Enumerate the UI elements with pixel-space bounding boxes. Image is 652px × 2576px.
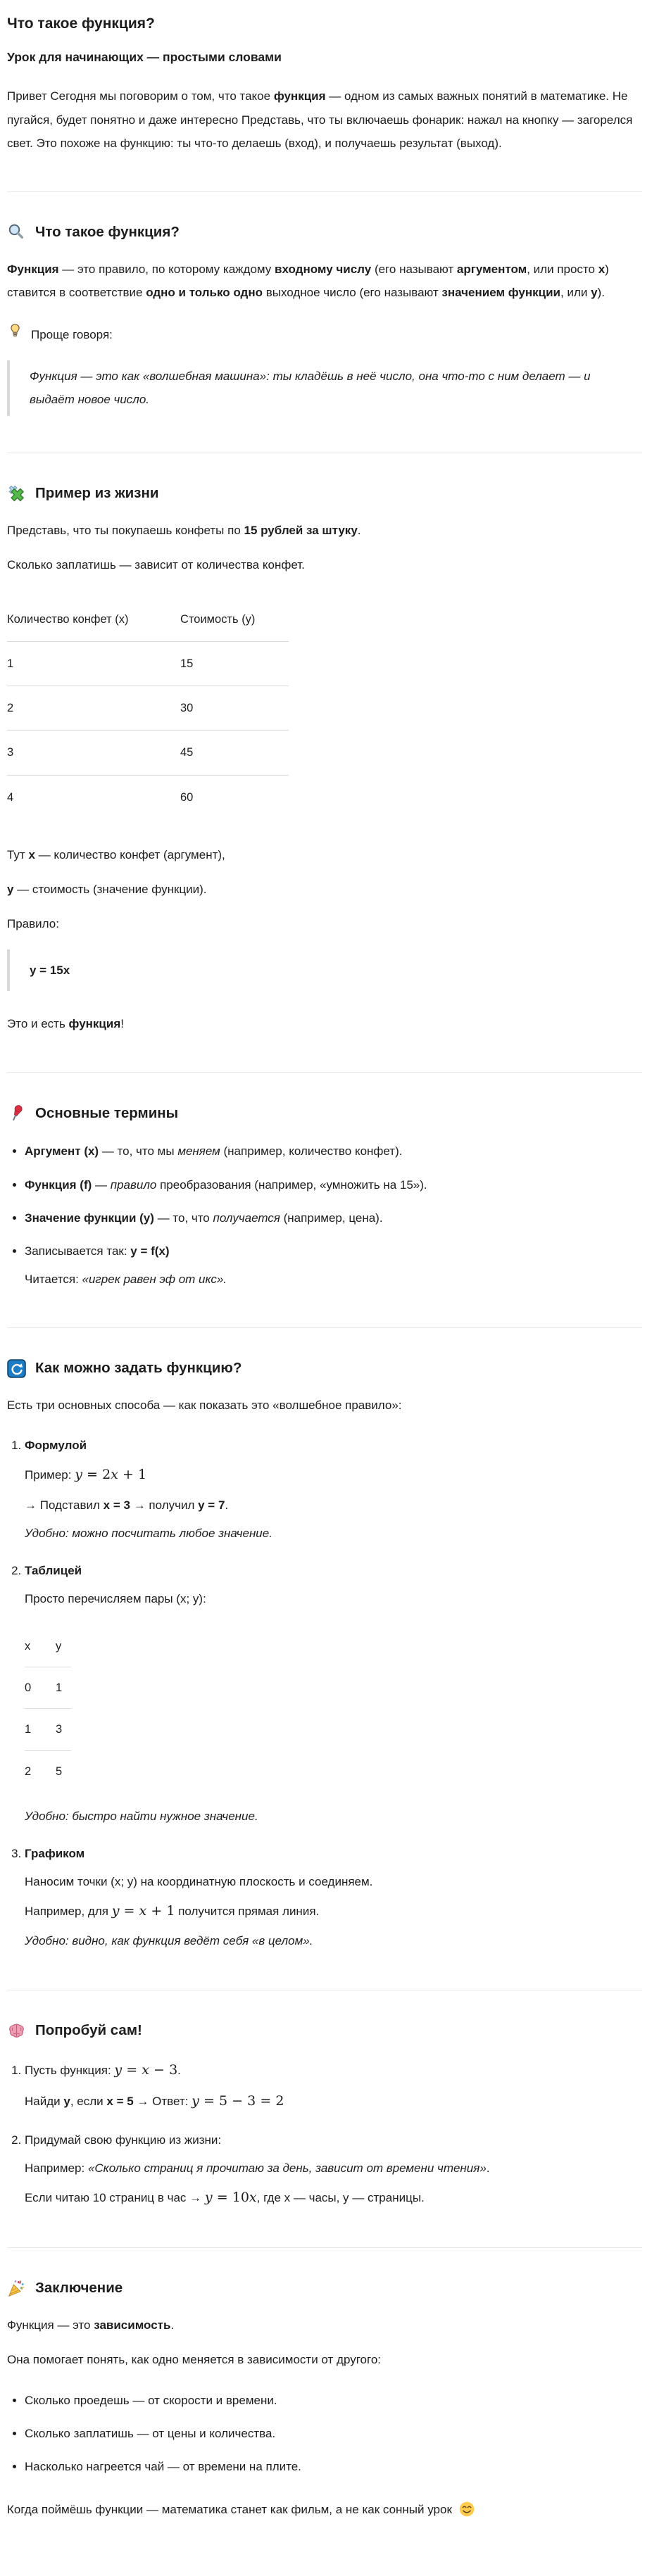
section-heading-try — [7, 2021, 642, 2040]
list-item: • Сколько проедешь — от скорости и времени. — [25, 2389, 642, 2412]
way-line: Например, для y = x + 1 получится прямая линия. — [25, 1903, 320, 1919]
page-title: Что такое функция? — [7, 15, 155, 32]
list-item: • Значение функции (y) — то, что получается (например, цена). — [25, 1206, 642, 1230]
way-note: Удобно: можно посчитать любое значение. — [25, 1526, 272, 1540]
cell-y: 1 — [56, 1667, 71, 1709]
section-heading-example — [7, 484, 642, 503]
way-line: Наносим точки (x; y) на координатную плоскость и соединяем. — [25, 1875, 373, 1889]
simply-put-line — [7, 322, 642, 346]
cell-x: 2 — [25, 1764, 32, 1778]
list-item: • Функция (f) — правило преобразования (например, «умножить на 15»). — [25, 1173, 642, 1197]
table-header-row — [7, 598, 289, 642]
intro-paragraph: Привет Сегодня мы поговорим о том, что такое функция — одном из самых важных понятий в математике. Не пугайся, будет понятно и даже интересно Представь, что ты включаешь фонарик: нажал на кнопку — загорелся свет. Это похоже на функцию: ты что-то делаешь (вход), и получаешь результат (выход). — [7, 89, 633, 150]
example-paragraph: Это и есть функция! — [7, 1017, 124, 1031]
cell-y: 5 — [56, 1764, 63, 1778]
column-header: Количество конфет (x) — [7, 598, 180, 642]
example-paragraph: Тут x — количество конфет (аргумент), — [7, 847, 225, 861]
section-divider — [7, 2247, 642, 2248]
closing-line: Когда поймёшь функции — математика станет как фильм, а не как сонный урок — [7, 2498, 642, 2525]
reading-line: Читается: «игрек равен эф от икс». — [25, 1273, 227, 1286]
conclusion-paragraph: Она помогает понять, как одно меняется в зависимости от другого: — [7, 2353, 381, 2367]
section-divider — [7, 191, 642, 192]
party-popper-icon — [7, 2279, 26, 2298]
section-divider — [7, 1072, 642, 1073]
cell-y: 15 — [180, 642, 289, 686]
brain-icon — [7, 2021, 26, 2040]
column-header: x — [25, 1626, 56, 1667]
way-line: Просто перечисляем пары (x; y): — [25, 1591, 206, 1605]
list-item-task1 — [25, 2057, 642, 2114]
section-heading-text: Как можно задать функцию? — [35, 1360, 242, 1377]
way-line: → Подставил x = 3 → получил y = 7. — [25, 1498, 229, 1512]
example-paragraph: Сколько заплатишь — зависит от количества конфет. — [7, 557, 305, 572]
example-paragraph: y — стоимость (значение функции). — [7, 882, 207, 896]
table-row — [7, 731, 289, 775]
conclusion-list — [7, 2389, 642, 2478]
rule-formula: y = 15x — [30, 964, 70, 978]
table-header-row — [25, 1626, 71, 1667]
cell-x: 0 — [25, 1667, 56, 1709]
conclusion-paragraph: Функция — это зависимость. — [7, 2318, 175, 2332]
table-row — [25, 1667, 71, 1709]
way-term: 2. Таблицей — [25, 1563, 82, 1577]
cell-y: 30 — [180, 686, 289, 731]
section-heading-ways — [7, 1359, 642, 1378]
green-cross-icon — [7, 484, 26, 503]
ways-lead: Есть три основных способа — как показать это «волшебное правило»: — [7, 1399, 402, 1413]
task-line: 2. Придумай свою функцию из жизни: — [25, 2133, 222, 2147]
way-line: Пример: y = 2x + 1 — [25, 1467, 147, 1483]
column-header: Стоимость (y) — [180, 598, 289, 642]
section-heading-conclusion — [7, 2279, 642, 2298]
list-item — [25, 1239, 642, 1291]
cell-x: 1 — [7, 642, 180, 686]
section-heading-definition — [7, 223, 642, 242]
pushpin-icon — [7, 1104, 26, 1123]
example-paragraph: Представь, что ты покупаешь конфеты по 15 рублей за штуку. — [7, 523, 361, 537]
candy-price-table — [7, 598, 289, 819]
section-heading-text: Что такое функция? — [35, 224, 180, 241]
cell-y: 45 — [180, 731, 289, 775]
lightbulb-icon — [7, 322, 23, 346]
table-row — [7, 686, 289, 731]
cell-y: 60 — [180, 790, 194, 804]
task-line: Найди y, если x = 5 → Ответ: y = 5 − 3 = 2 — [25, 2092, 284, 2109]
way-note: Удобно: быстро найти нужное значение. — [25, 1809, 258, 1823]
simply-put-label: Проще говоря: — [31, 327, 113, 341]
list-item-table — [25, 1559, 642, 1828]
section-heading-text: Попробуй сам! — [35, 2021, 142, 2038]
page-subtitle: Урок для начинающих — простыми словами — [7, 50, 282, 65]
list-item-graph — [25, 1842, 642, 1953]
terms-list — [7, 1139, 642, 1291]
task-line: Если читаю 10 страниц в час → y = 10x, где x — часы, y — страницы. — [25, 2190, 425, 2206]
xy-pairs-table — [25, 1626, 71, 1792]
way-term: 3. Графиком — [25, 1846, 85, 1860]
cell-x: 1 — [25, 1709, 56, 1750]
section-heading-terms — [7, 1104, 642, 1123]
refresh-icon — [7, 1359, 26, 1378]
cell-x: 2 — [7, 686, 180, 731]
section-heading-text: Основные термины — [35, 1104, 179, 1121]
definition-paragraph: Функция — это правило, по которому каждому входному числу (его называют аргументом, или просто x) ставится в соответствие одно и только одно выходное число (его называют значением функции, или y). — [7, 262, 609, 300]
section-heading-text: Заключение — [35, 2280, 123, 2297]
way-term: 1. Формулой — [25, 1439, 87, 1453]
cell-x: 4 — [7, 790, 14, 804]
list-item: • Аргумент (x) — то, что мы меняем (например, количество конфет). — [25, 1139, 642, 1163]
cell-x: 3 — [7, 731, 180, 775]
magnifier-icon — [7, 223, 26, 242]
section-divider — [7, 1327, 642, 1328]
table-row — [7, 642, 289, 686]
rule-formula-block — [7, 949, 642, 991]
table-row — [25, 1750, 71, 1792]
task-line: Например: «Сколько страниц я прочитаю за день, зависит от времени чтения». — [25, 2161, 490, 2175]
table-row — [7, 775, 289, 819]
list-item: • Сколько заплатишь — от цены и количества. — [25, 2422, 642, 2445]
column-header: y — [56, 1626, 71, 1667]
notation-line: • Записывается так: y = f(x) — [25, 1244, 170, 1258]
cell-y: 3 — [56, 1709, 71, 1750]
smiling-face-icon — [458, 2501, 475, 2525]
rule-label: Правило: — [7, 917, 59, 931]
definition-quote: Функция — это как «волшебная машина»: ты кладёшь в неё число, она что-то с ним делает — и выдаёт новое число. — [7, 360, 642, 415]
list-item-task2 — [25, 2128, 642, 2211]
try-list — [7, 2057, 642, 2211]
section-heading-text: Пример из жизни — [35, 484, 159, 501]
list-item-formula — [25, 1434, 642, 1545]
task-line: 1. Пусть функция: y = x − 3. — [25, 2062, 181, 2078]
way-note: Удобно: видно, как функция ведёт себя «в целом». — [25, 1934, 313, 1948]
ways-list — [7, 1434, 642, 1952]
list-item: • Насколько нагреется чай — от времени на плите. — [25, 2455, 642, 2478]
table-row — [25, 1709, 71, 1750]
